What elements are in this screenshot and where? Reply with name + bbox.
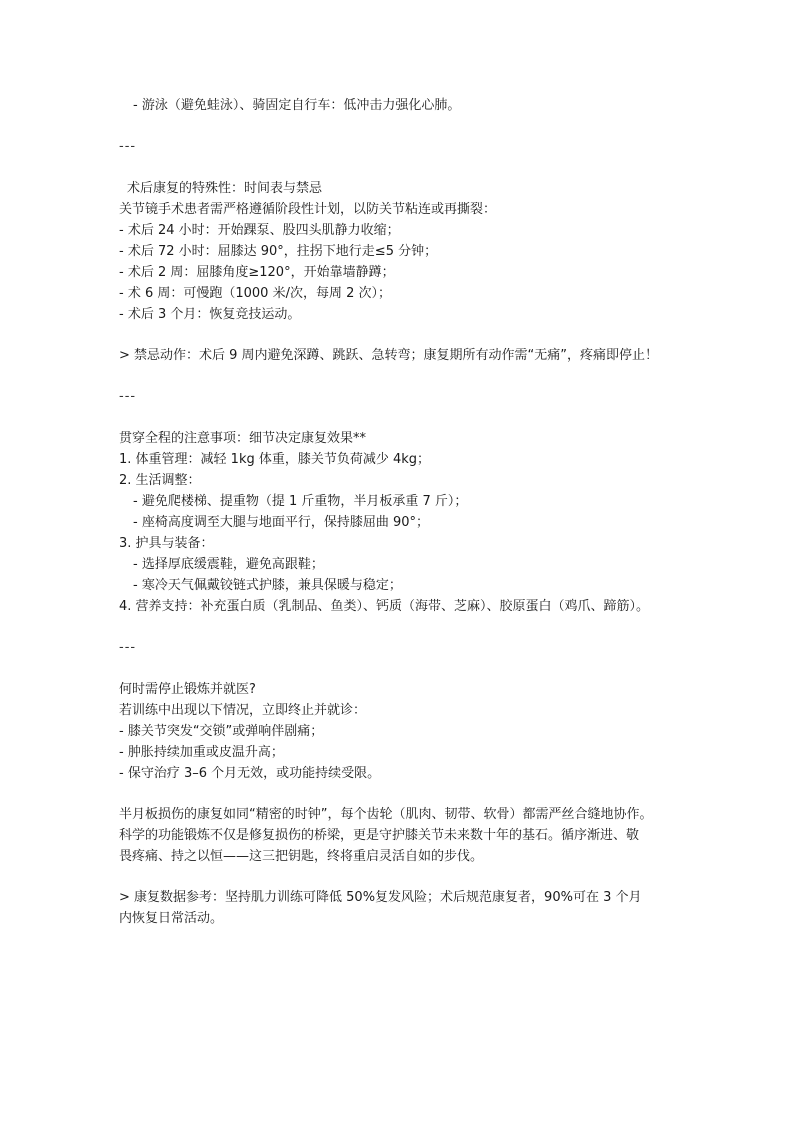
list-item: 1. 体重管理：减轻 1kg 体重，膝关节负荷减少 4kg； — [119, 452, 431, 467]
list-item: - 肿胀持续加重或皮温升高； — [119, 745, 284, 760]
conclusion-paragraph: 畏疼痛、持之以恒——这三把钥匙，终将重启灵活自如的步伐。 — [119, 849, 484, 864]
paragraph-text: 若训练中出现以下情况，立即终止并就诊： — [119, 703, 367, 718]
list-item: 4. 营养支持：补充蛋白质（乳制品、鱼类）、钙质（海带、芝麻）、胶原蛋白（鸡爪、蹄筋）。 — [119, 599, 650, 614]
section-heading-precautions: 贯穿全程的注意事项：细节决定康复效果** — [119, 431, 367, 446]
list-item: - 术后 72 小时：屈膝达 90°，拄拐下地行走≤5 分钟； — [119, 244, 438, 259]
separator: --- — [119, 389, 137, 404]
sub-list-item: - 避免爬楼梯、提重物（提 1 斤重物，半月板承重 7 斤）； — [133, 494, 468, 509]
sub-list-item: - 座椅高度调至大腿与地面平行，保持膝屈曲 90°； — [133, 515, 429, 530]
blockquote-contraindications: > 禁忌动作：术后 9 周内避免深蹲、跳跃、急转弯；康复期所有动作需“无痛”，疼痛即停止！ — [119, 348, 659, 363]
list-item: - 术后 24 小时：开始踝泵、股四头肌静力收缩； — [119, 223, 400, 238]
list-item: - 术后 3 个月：恢复竞技运动。 — [119, 307, 301, 322]
sub-list-item: - 寒冷天气佩戴铰链式护膝，兼具保暖与稳定； — [133, 578, 402, 593]
list-item: - 膝关节突发“交锁”或弹响伴剧痛； — [119, 724, 324, 739]
blockquote-data-reference: > 康复数据参考：坚持肌力训练可降低 50%复发风险；术后规范康复者，90%可在 3 个月 — [119, 890, 642, 905]
paragraph-text: 关节镜手术患者需严格遵循阶段性计划，以防关节粘连或再撕裂： — [119, 202, 497, 217]
blockquote-data-reference: 内恢复日常活动。 — [119, 911, 224, 926]
list-item: - 术后 2 周：屈膝角度≥120°，开始靠墙静蹲； — [119, 265, 395, 280]
separator: --- — [119, 139, 137, 154]
conclusion-paragraph: 半月板损伤的康复如同“精密的时钟”，每个齿轮（肌肉、韧带、软骨）都需严丝合缝地协作。 — [119, 807, 653, 822]
sub-list-item: - 选择厚底缓震鞋，避免高跟鞋； — [133, 557, 324, 572]
list-item: - 保守治疗 3–6 个月无效，或功能持续受限。 — [119, 766, 381, 781]
conclusion-paragraph: 科学的功能锻炼不仅是修复损伤的桥梁，更是守护膝关节未来数十年的基石。循序渐进、敬 — [119, 828, 640, 843]
exercise-item-swimming: - 游泳（避免蛙泳）、骑固定自行车：低冲击力强化心肺。 — [133, 98, 461, 113]
section-heading-postop: 术后康复的特殊性：时间表与禁忌 — [127, 181, 323, 196]
separator: --- — [119, 640, 137, 655]
list-item: 2. 生活调整： — [119, 473, 201, 488]
section-heading-when-to-see-doctor: 何时需停止锻炼并就医? — [119, 682, 256, 697]
list-item: - 术 6 周：可慢跑（1000 米/次，每周 2 次）； — [119, 286, 391, 301]
list-item: 3. 护具与装备： — [119, 536, 214, 551]
